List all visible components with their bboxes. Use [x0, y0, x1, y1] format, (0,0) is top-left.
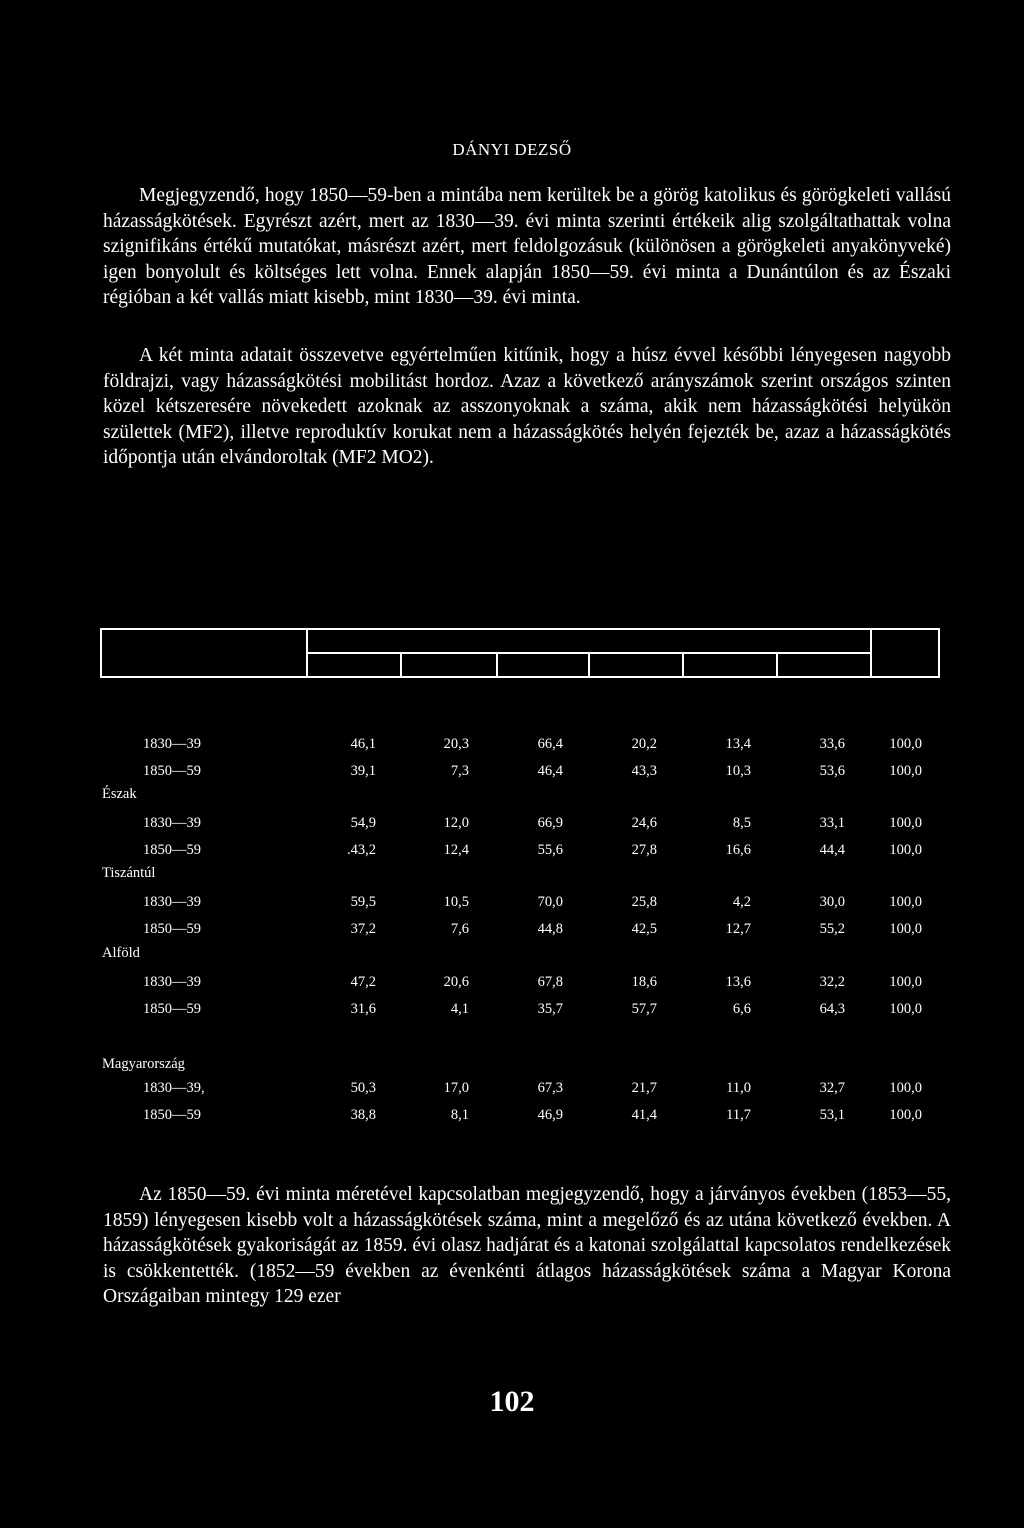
table-cell: 46,1: [350, 736, 376, 752]
table-cell: 17,0: [443, 1080, 469, 1096]
period-label: 1830—39: [143, 815, 201, 831]
region-label: Tiszántúl: [102, 865, 156, 881]
table-cell: 12,4: [443, 842, 469, 858]
table-cell: 32,7: [819, 1080, 845, 1096]
table-cell: 25,8: [631, 894, 657, 910]
table-cell: 41,4: [631, 1107, 657, 1123]
table-cell: 100,0: [889, 815, 922, 831]
table-cell: 100,0: [889, 974, 922, 990]
table-cell: 27,8: [631, 842, 657, 858]
table-cell: 44,4: [819, 842, 845, 858]
table-cell: 47,2: [350, 974, 376, 990]
table-cell: 59,5: [350, 894, 376, 910]
table-cell: 4,2: [732, 894, 751, 910]
table-cell: 53,6: [819, 763, 845, 779]
table-cell: 8,1: [450, 1107, 469, 1123]
table-cell: 37,2: [350, 921, 376, 937]
table-cell: 55,2: [819, 921, 845, 937]
period-label: 1850—59: [143, 763, 201, 779]
table-cell: 100,0: [889, 1107, 922, 1123]
period-label: 1850—59: [143, 842, 201, 858]
table-row: [0, 815, 1024, 835]
table-cell: 31,6: [350, 1001, 376, 1017]
table-row: [0, 736, 1024, 756]
table-cell: 7,6: [450, 921, 469, 937]
table-cell: 20,2: [631, 736, 657, 752]
table-cell: 100,0: [889, 894, 922, 910]
page-header: DÁNYI DEZSŐ: [452, 140, 572, 159]
table-row: [0, 921, 1024, 941]
period-label: 1830—39: [143, 894, 201, 910]
table-cell: 67,8: [537, 974, 563, 990]
table-cell: 32,2: [819, 974, 845, 990]
region-label: Észak: [102, 786, 137, 802]
table-row: [0, 1107, 1024, 1127]
table-cell: 43,3: [631, 763, 657, 779]
table-cell: 20,3: [443, 736, 469, 752]
table-row: [0, 763, 1024, 783]
period-label: 1830—39,: [143, 1080, 205, 1096]
table-cell: 10,5: [443, 894, 469, 910]
page-number: 102: [489, 1385, 535, 1418]
table-cell: 46,4: [537, 763, 563, 779]
table-cell: 67,3: [537, 1080, 563, 1096]
table-cell: 11,0: [726, 1080, 751, 1096]
period-label: 1850—59: [143, 921, 201, 937]
table-row: [0, 974, 1024, 994]
table-cell: 16,6: [725, 842, 751, 858]
table-cell: 46,9: [537, 1107, 563, 1123]
paragraph-2: A két minta adatait összevetve egyértelműen kitűnik, hogy a húsz évvel későbbi lényegesen nagyobb földrajzi, vagy házasságkötési mobilitást hordoz. Azaz a következő arányszámok szerint országos szinten közel kétszeresére növekedett azoknak az asszonyoknak a száma, akik nem házasságkötési helyükön születtek (MF2), illetve reproduktív korukat nem a házasságkötés helyén fejezték be, azaz a házasságkötés időpontja után elvándoroltak (MF2 MO2).: [103, 345, 951, 469]
table-cell: 44,8: [537, 921, 563, 937]
table-cell: 64,3: [819, 1001, 845, 1017]
table-cell: 50,3: [350, 1080, 376, 1096]
table-cell: 12,7: [725, 921, 751, 937]
table-cell: 66,4: [537, 736, 563, 752]
table-cell: 39,1: [350, 763, 376, 779]
table-cell: 13,4: [725, 736, 751, 752]
table-cell: 7,3: [450, 763, 469, 779]
table-cell: 100,0: [889, 736, 922, 752]
table-cell: 66,9: [537, 815, 563, 831]
table-cell: 8,5: [732, 815, 751, 831]
paragraph-3: Az 1850—59. évi minta méretével kapcsolatban megjegyzendő, hogy a járványos években (1853—55, 1859) lényegesen kisebb volt a házasságkötések száma, mint a megelőző és az utána következő években. A házasságkötések gyakoriságát az 1859. évi olasz hadjárat és a katonai szolgálattal kapcsolatos rendelkezések is csökkentették. (1852—59 években az évenkénti átlagos házasságkötések száma a Magyar Korona Országaiban mintegy 129 ezer: [103, 1184, 951, 1308]
table-cell: 70,0: [537, 894, 563, 910]
table-cell: 57,7: [631, 1001, 657, 1017]
table-cell: 53,1: [819, 1107, 845, 1123]
table-cell: 100,0: [889, 763, 922, 779]
table-cell: 10,3: [725, 763, 751, 779]
table-cell: 42,5: [631, 921, 657, 937]
region-label: Alföld: [102, 945, 140, 961]
table-cell: 6,6: [732, 1001, 751, 1017]
table-cell: 100,0: [889, 921, 922, 937]
table-cell: 12,0: [443, 815, 469, 831]
table-row: [0, 1080, 1024, 1100]
table-cell: 24,6: [631, 815, 657, 831]
period-label: 1850—59: [143, 1107, 201, 1123]
table-cell: 100,0: [889, 842, 922, 858]
table-cell: 54,9: [350, 815, 376, 831]
period-label: 1830—39: [143, 974, 201, 990]
table-row: [0, 894, 1024, 914]
table-cell: 33,1: [819, 815, 845, 831]
table-cell: 13,6: [725, 974, 751, 990]
table-cell: 18,6: [631, 974, 657, 990]
table-row: [0, 1001, 1024, 1021]
table-cell: 55,6: [537, 842, 563, 858]
table-cell: 30,0: [819, 894, 845, 910]
table-cell: 35,7: [537, 1001, 563, 1017]
paragraph-1: Megjegyzendő, hogy 1850—59-ben a mintába nem kerültek be a görög katolikus és görögkeleti vallású házasságkötések. Egyrészt azért, mert az 1830—39. évi minta szerinti értékeik alig szolgáltathattak volna szignifikáns értékű mutatókat, másrészt azért, mert feldolgozásuk (különösen a görögkeleti anyakönyveké) igen bonyolult és költséges lett volna. Ennek alapján 1850—59. évi minta a Dunántúlon és az Északi régióban a két vallás miatt kisebb, mint 1830—39. évi minta.: [103, 185, 951, 309]
period-label: 1830—39: [143, 736, 201, 752]
table-row: [0, 842, 1024, 862]
table-cell: 100,0: [889, 1001, 922, 1017]
table-cell: 20,6: [443, 974, 469, 990]
table-cell: .43,2: [347, 842, 376, 858]
table-cell: 4,1: [450, 1001, 469, 1017]
table-cell: 21,7: [631, 1080, 657, 1096]
table-cell: 11,7: [726, 1107, 751, 1123]
period-label: 1850—59: [143, 1001, 201, 1017]
region-label: Magyarország: [102, 1056, 185, 1072]
table-cell: 38,8: [350, 1107, 376, 1123]
table-cell: 33,6: [819, 736, 845, 752]
table-cell: 100,0: [889, 1080, 922, 1096]
